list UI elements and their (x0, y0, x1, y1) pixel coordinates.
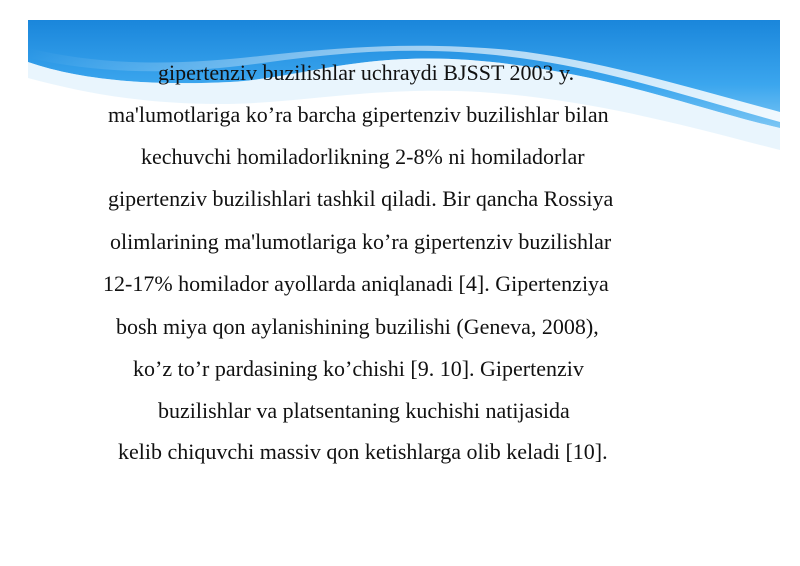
text-line-9: buzilishlar va platsentaning kuchishi natijasida (158, 398, 570, 423)
text-line-6: 12-17% homilador ayollarda aniqlanadi [4]. Gipertenziya (103, 271, 609, 296)
text-line-2: ma'lumotlariga ko’ra barcha gipertenziv buzilishlar bilan (108, 102, 609, 127)
text-line-7: bosh miya qon aylanishining buzilishi (Geneva, 2008), (116, 314, 599, 339)
text-line-8: ko’z to’r pardasining ko’chishi [9. 10]. Gipertenziv (133, 356, 584, 381)
text-line-4: gipertenziv buzilishlari tashkil qiladi. Bir qancha Rossiya (108, 186, 614, 211)
text-line-1: gipertenziv buzilishlar uchraydi BJSST 2003 y. (158, 60, 575, 85)
text-line-5: olimlarining ma'lumotlariga ko’ra gipertenziv buzilishlar (110, 229, 612, 254)
text-line-10: kelib chiquvchi massiv qon ketishlarga olib keladi [10]. (118, 439, 608, 464)
text-line-3: kechuvchi homiladorlikning 2-8% ni homiladorlar (141, 144, 585, 169)
